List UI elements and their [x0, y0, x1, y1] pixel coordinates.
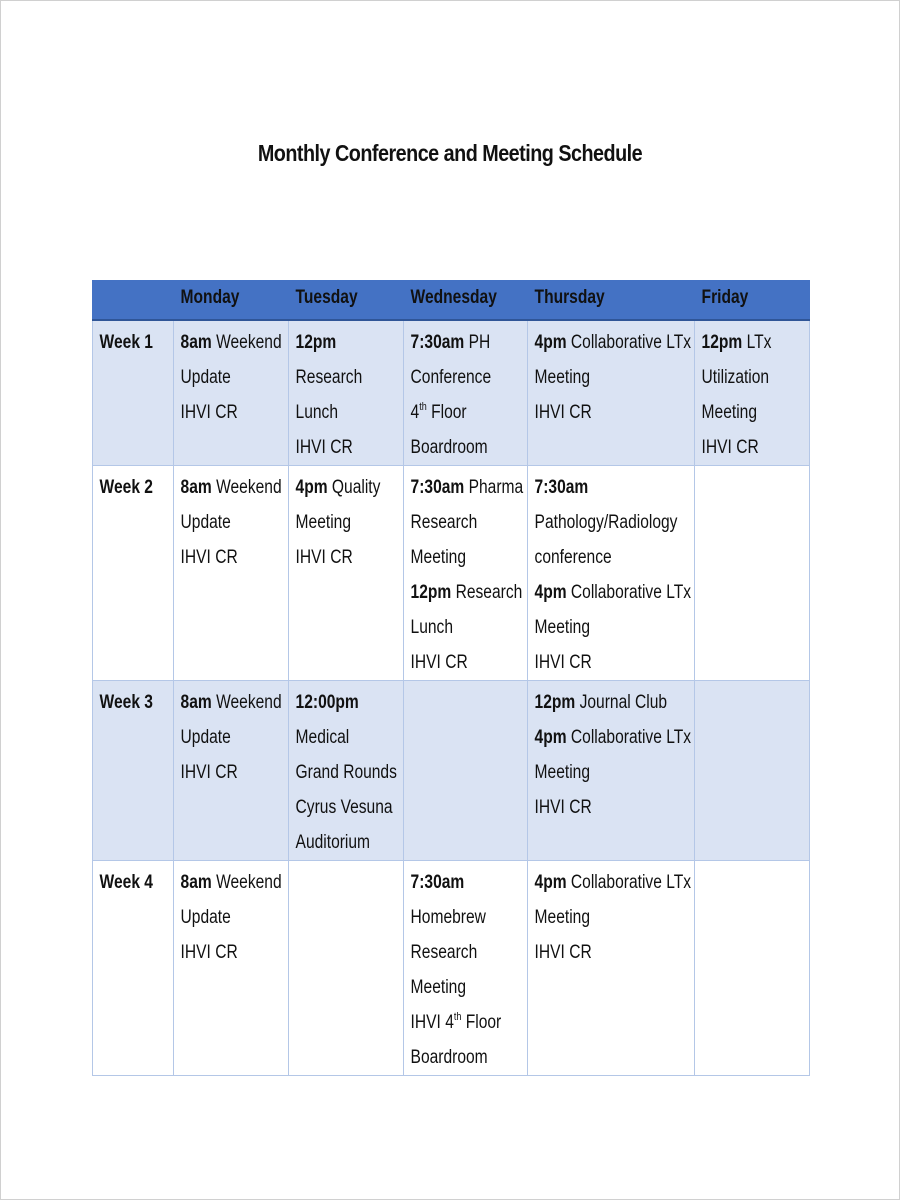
schedule-cell-friday — [695, 861, 810, 1076]
event-line: 4pm Collaborative LTx — [534, 727, 692, 748]
header-tuesday: Tuesday — [289, 281, 404, 321]
event-line: 12pm LTx — [701, 332, 772, 353]
event-line: IHVI CR — [534, 652, 592, 673]
header-thursday: Thursday — [528, 281, 695, 321]
event-line: Research — [410, 512, 478, 533]
schedule-cell-monday — [174, 681, 289, 861]
schedule-cell-monday — [174, 320, 289, 466]
schedule-cell-thursday — [528, 320, 695, 466]
event-line: Utilization — [701, 367, 770, 388]
schedule-cell-tuesday — [289, 681, 404, 861]
week-row — [93, 861, 810, 1076]
event-line: 4pm Quality — [295, 477, 381, 498]
event-line: conference — [534, 547, 612, 568]
event-line: Medical — [295, 727, 350, 748]
event-line: IHVI CR — [534, 797, 592, 818]
week-label: Week 4 — [99, 872, 153, 893]
event-line: 7:30am Pharma — [410, 477, 524, 498]
event-line: IHVI CR — [295, 437, 353, 458]
event-line: Pathology/Radiology — [534, 512, 678, 533]
event-line: Meeting — [295, 512, 351, 533]
header-monday: Monday — [174, 281, 289, 321]
event-line: 4th Floor — [410, 401, 467, 423]
schedule-cell-friday — [695, 466, 810, 681]
event-line: IHVI CR — [180, 547, 238, 568]
event-line: Homebrew — [410, 907, 486, 928]
schedule-cell-friday — [695, 320, 810, 466]
event-line: 4pm Collaborative LTx — [534, 872, 692, 893]
schedule-cell-wednesday — [404, 466, 528, 681]
event-line: Conference — [410, 367, 492, 388]
week-label-cell — [93, 681, 174, 861]
event-line: 7:30am — [410, 872, 465, 893]
event-line: 8am Weekend — [180, 477, 282, 498]
event-line: Update — [180, 512, 231, 533]
schedule-cell-thursday — [528, 466, 695, 681]
event-line: Meeting — [410, 977, 466, 998]
event-line: 7:30am PH — [410, 332, 491, 353]
event-line: Meeting — [534, 762, 590, 783]
event-line: Meeting — [534, 907, 590, 928]
event-line: Meeting — [410, 547, 466, 568]
event-line: Lunch — [410, 617, 454, 638]
event-line: Meeting — [534, 367, 590, 388]
schedule-cell-tuesday — [289, 861, 404, 1076]
event-line: 8am Weekend — [180, 692, 282, 713]
event-line: Update — [180, 907, 231, 928]
event-line: Research — [295, 367, 363, 388]
schedule-body — [93, 320, 810, 1076]
event-line: Boardroom — [410, 1047, 488, 1068]
event-line: Cyrus Vesuna — [295, 797, 393, 818]
event-line: IHVI CR — [180, 762, 238, 783]
event-line: 12:00pm — [295, 692, 359, 713]
schedule-cell-monday — [174, 466, 289, 681]
schedule-cell-wednesday — [404, 861, 528, 1076]
event-line: Lunch — [295, 402, 339, 423]
schedule-cell-thursday — [528, 861, 695, 1076]
schedule-table — [92, 280, 810, 1076]
event-line: IHVI CR — [180, 942, 238, 963]
schedule-cell-wednesday — [404, 320, 528, 466]
schedule-cell-wednesday — [404, 681, 528, 861]
event-line: 12pm Research — [410, 582, 523, 603]
event-line: Grand Rounds — [295, 762, 397, 783]
week-row — [93, 320, 810, 466]
event-line: IHVI CR — [701, 437, 759, 458]
header-wednesday: Wednesday — [404, 281, 528, 321]
event-line: 7:30am — [534, 477, 589, 498]
event-line: Boardroom — [410, 437, 488, 458]
week-label: Week 1 — [99, 332, 153, 353]
event-line: 8am Weekend — [180, 332, 282, 353]
event-line: Update — [180, 727, 231, 748]
document-title: Monthly Conference and Meeting Schedule — [257, 140, 643, 166]
event-line: IHVI CR — [534, 402, 592, 423]
event-line: 4pm Collaborative LTx — [534, 582, 692, 603]
event-line: IHVI CR — [295, 547, 353, 568]
event-line: IHVI CR — [410, 652, 468, 673]
header-corner-cell — [93, 281, 174, 321]
event-line: IHVI 4th Floor — [410, 1011, 502, 1033]
header-row — [93, 281, 810, 321]
week-row — [93, 681, 810, 861]
schedule-cell-friday — [695, 681, 810, 861]
schedule-cell-thursday — [528, 681, 695, 861]
week-label-cell — [93, 466, 174, 681]
event-line: 12pm — [295, 332, 337, 353]
event-line: IHVI CR — [180, 402, 238, 423]
week-label: Week 2 — [99, 477, 153, 498]
schedule-cell-monday — [174, 861, 289, 1076]
schedule-cell-tuesday — [289, 320, 404, 466]
event-line: Meeting — [534, 617, 590, 638]
event-line: 4pm Collaborative LTx — [534, 332, 692, 353]
week-label-cell — [93, 861, 174, 1076]
week-row — [93, 466, 810, 681]
week-label: Week 3 — [99, 692, 153, 713]
schedule-cell-tuesday — [289, 466, 404, 681]
event-line: 12pm Journal Club — [534, 692, 668, 713]
event-line: Meeting — [701, 402, 757, 423]
header-friday: Friday — [695, 281, 810, 321]
event-line: Research — [410, 942, 478, 963]
event-line: IHVI CR — [534, 942, 592, 963]
week-label-cell — [93, 320, 174, 466]
event-line: Update — [180, 367, 231, 388]
event-line: 8am Weekend — [180, 872, 282, 893]
event-line: Auditorium — [295, 832, 371, 853]
